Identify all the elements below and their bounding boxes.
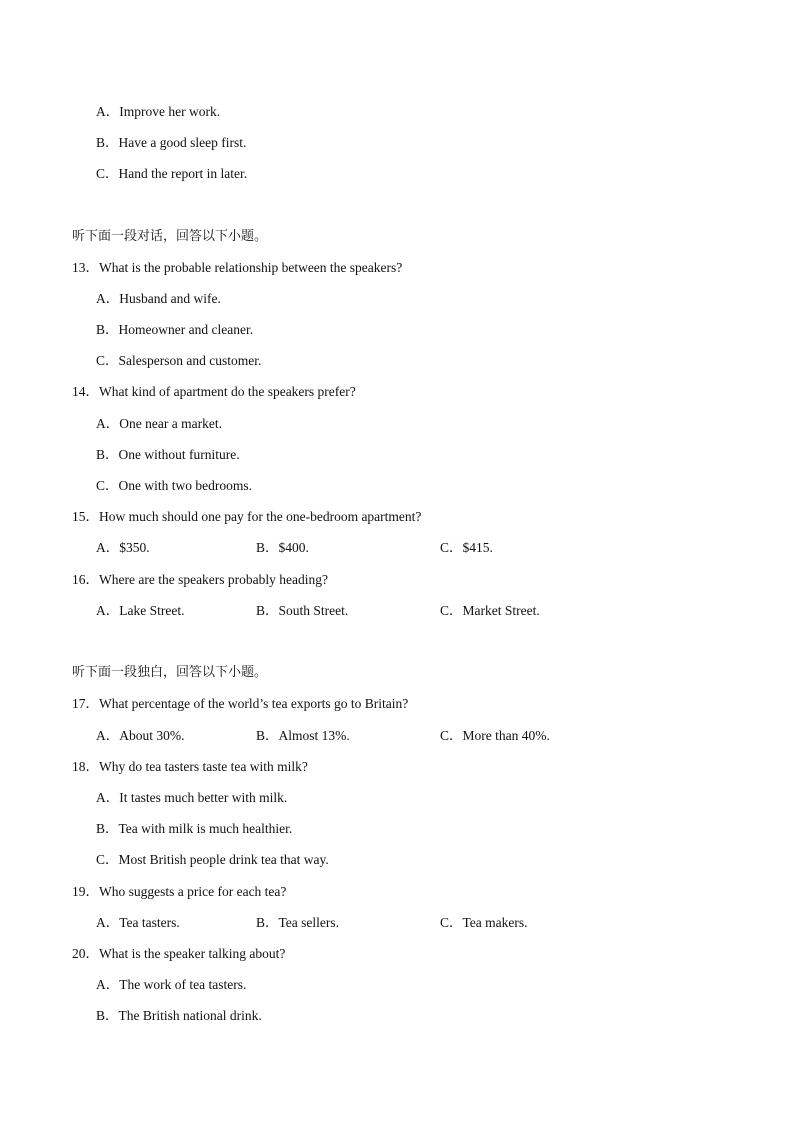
question-18-option-c: C．Most British people drink tea that way. — [96, 852, 329, 867]
question-14-stem: 14．What kind of apartment do the speakers prefer? — [72, 384, 356, 399]
question-14-option-a: A．One near a market. — [96, 416, 222, 431]
question-15-option-b: B．$400. — [256, 540, 309, 555]
question-15-option-c: C．$415. — [440, 540, 493, 555]
question-19-option-b: B．Tea sellers. — [256, 915, 340, 930]
option-c: C．Hand the report in later. — [96, 166, 248, 181]
question-17-stem: 17．What percentage of the world’s tea exports go to Britain? — [72, 696, 409, 711]
question-15-option-a: A．$350. — [96, 540, 150, 555]
option-a: A．Improve her work. — [96, 104, 221, 119]
section-heading-dialogue: 听下面一段对话，回答以下小题。 — [72, 229, 268, 244]
question-17-option-b: B．Almost 13%. — [256, 728, 350, 743]
question-13-option-a: A．Husband and wife. — [96, 291, 221, 306]
question-16-stem: 16．Where are the speakers probably heading? — [72, 572, 329, 587]
question-14-option-b: B．One without furniture. — [96, 447, 240, 462]
section-heading-monologue: 听下面一段独白，回答以下小题。 — [72, 665, 268, 680]
question-13-option-c: C．Salesperson and customer. — [96, 353, 262, 368]
question-16-option-a: A．Lake Street. — [96, 603, 185, 618]
question-18-option-b: B．Tea with milk is much healthier. — [96, 821, 293, 836]
question-14-option-c: C．One with two bedrooms. — [96, 478, 252, 493]
question-17-option-c: C．More than 40%. — [440, 728, 550, 743]
question-20-stem: 20．What is the speaker talking about? — [72, 946, 286, 961]
question-17-option-a: A．About 30%. — [96, 728, 185, 743]
option-b: B．Have a good sleep first. — [96, 135, 247, 150]
question-19-stem: 19．Who suggests a price for each tea? — [72, 884, 287, 899]
question-18-option-a: A．It tastes much better with milk. — [96, 790, 288, 805]
question-19-option-a: A．Tea tasters. — [96, 915, 180, 930]
question-13-stem: 13．What is the probable relationship between the speakers? — [72, 260, 403, 275]
question-20-option-a: A．The work of tea tasters. — [96, 977, 247, 992]
question-13-option-b: B．Homeowner and cleaner. — [96, 322, 254, 337]
question-18-stem: 18．Why do tea tasters taste tea with milk? — [72, 759, 308, 774]
question-16-option-c: C．Market Street. — [440, 603, 540, 618]
question-19-option-c: C．Tea makers. — [440, 915, 528, 930]
question-15-stem: 15．How much should one pay for the one-bedroom apartment? — [72, 509, 422, 524]
question-20-option-b: B．The British national drink. — [96, 1008, 262, 1023]
question-16-option-b: B．South Street. — [256, 603, 349, 618]
